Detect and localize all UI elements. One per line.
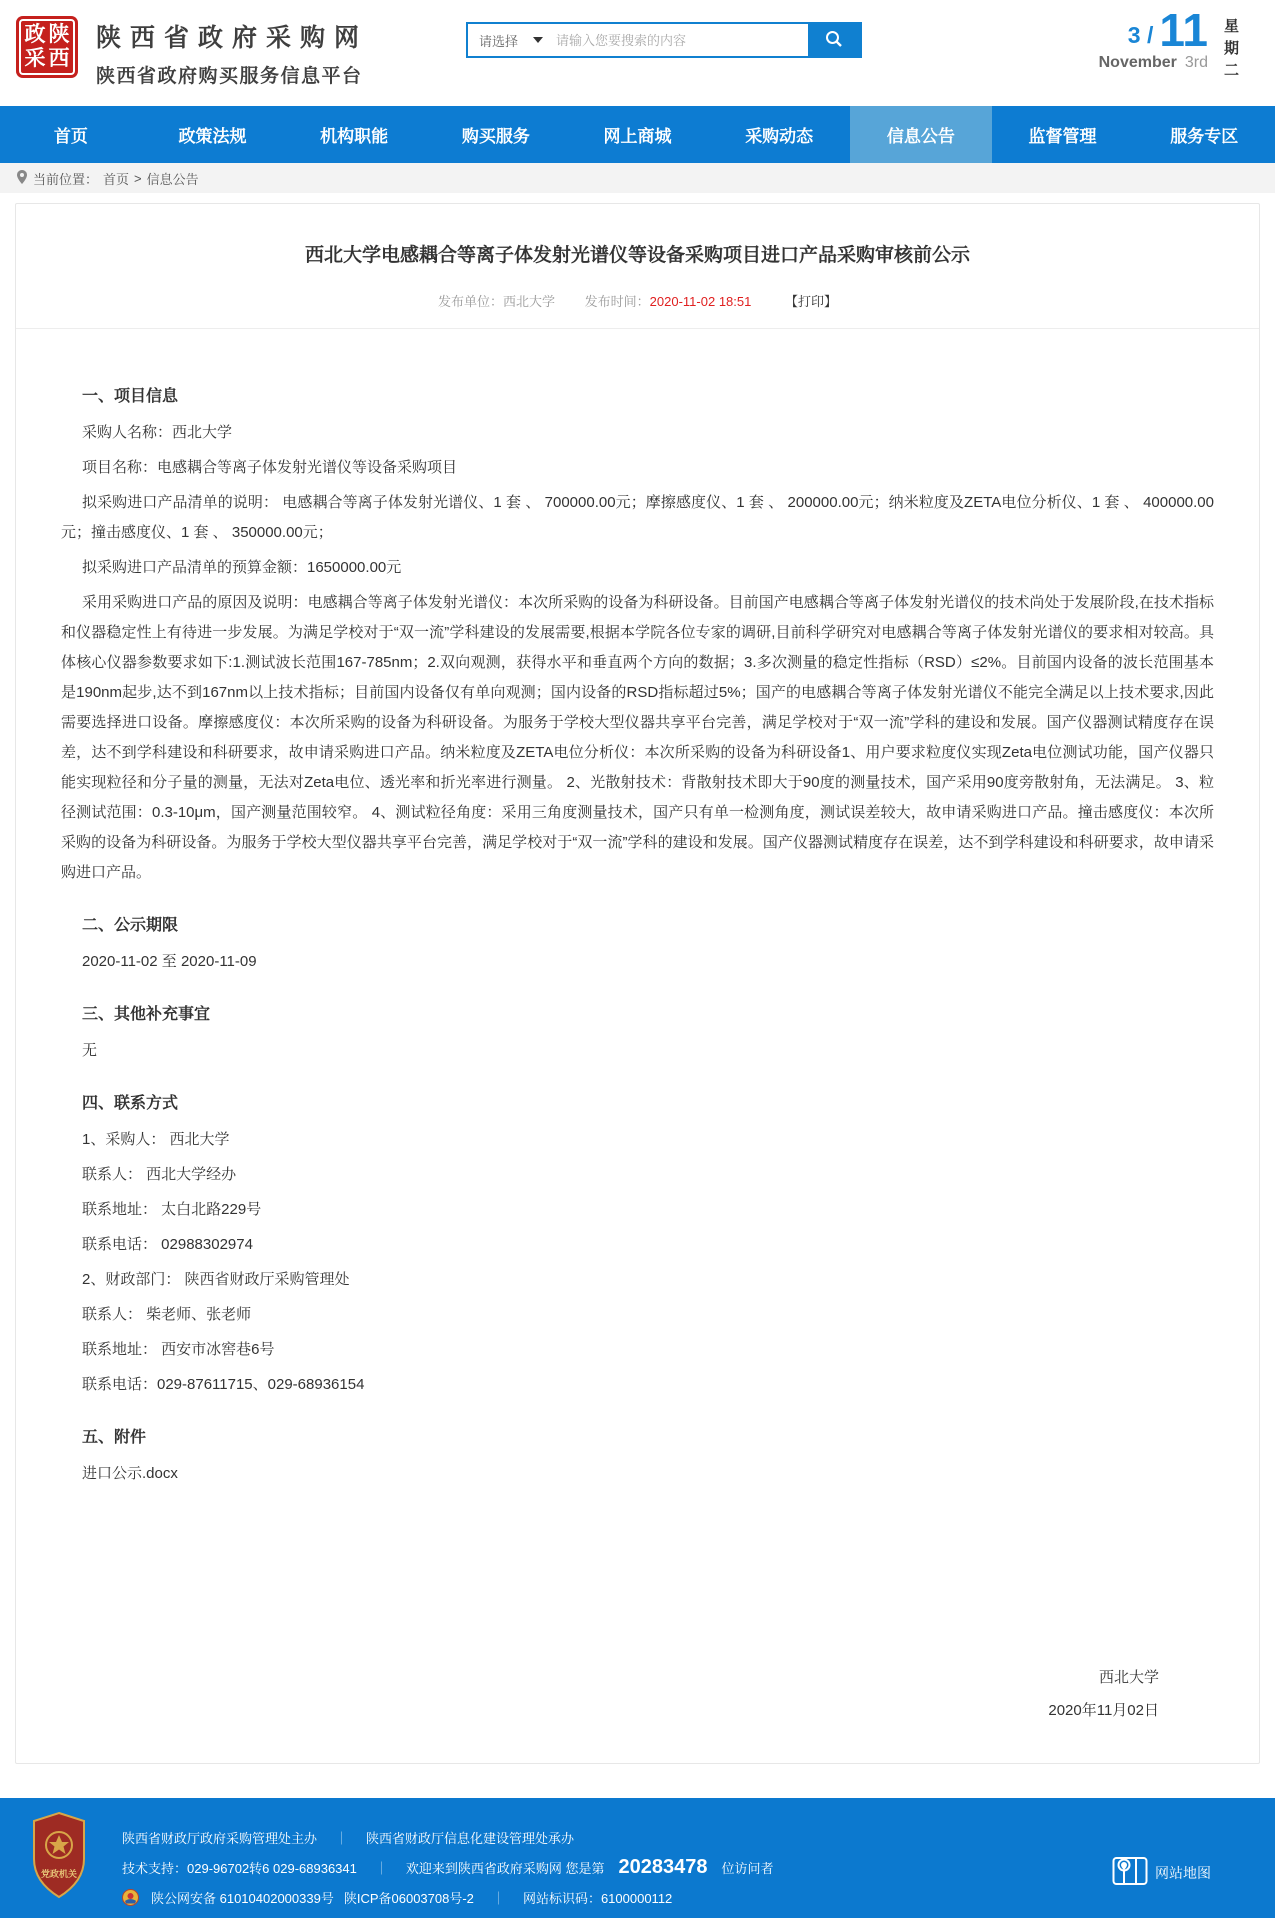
section-heading-project-info: 一、项目信息 — [82, 388, 179, 405]
logo-char: 陕 — [48, 23, 70, 46]
date-day-num: 11 — [1159, 4, 1208, 56]
date-weekday: 星期二 — [1224, 18, 1240, 79]
article-body — [16, 329, 1259, 1763]
paragraph-project-name: 项目名称：电感耦合等离子体发射光谱仪等设备采购项目 — [82, 459, 458, 476]
contact-address-1: 联系地址： 太白北路229号 — [82, 1201, 262, 1218]
sitemap-label: 网站地图 — [1155, 1864, 1211, 1881]
breadcrumb-label: 当前位置： — [33, 171, 99, 187]
search-select-label: 请选择 — [479, 33, 519, 49]
section-heading-attachment: 五、附件 — [82, 1429, 147, 1446]
contact-phone-1: 联系电话： 02988302974 — [82, 1236, 253, 1253]
publish-time-label: 发布时间： — [584, 294, 650, 309]
section-heading-contact: 四、联系方式 — [82, 1095, 179, 1112]
paragraph-publicity-period: 2020-11-02 至 2020-11-09 — [82, 953, 257, 970]
date-main — [1098, 4, 1208, 82]
footer-line-organizers — [122, 1822, 774, 1852]
footer-host: 陕西省财政厅政府采购管理处主办 — [122, 1830, 318, 1846]
footer-separator: ｜ — [374, 1860, 388, 1876]
contact-phone-2: 联系电话：029-87611715、029-68936154 — [82, 1376, 365, 1393]
signature-date: 2020年11月02日 — [1048, 1702, 1159, 1719]
contact-finance-dept: 2、财政部门： 陕西省财政厅采购管理处 — [82, 1271, 350, 1288]
publish-time: 2020-11-02 18:51 — [649, 294, 752, 309]
logo-char: 采 — [24, 47, 46, 70]
attachment-link[interactable]: 进口公示.docx — [82, 1465, 178, 1482]
date-month-name: November — [1098, 54, 1177, 71]
page-title: 西北大学电感耦合等离子体发射光谱仪等设备采购项目进口产品采购审核前公示 — [304, 245, 970, 266]
print-button[interactable]: 【打印】 — [784, 294, 837, 309]
article-meta — [56, 291, 1219, 310]
footer-icp-record[interactable]: 陕ICP备06003708号-2 — [343, 1890, 474, 1906]
breadcrumb-current[interactable]: 信息公告 — [146, 171, 199, 187]
contact-address-2: 联系地址： 西安市冰窖巷6号 — [82, 1341, 275, 1358]
nav-item-purchase-services[interactable]: 购买服务 — [461, 127, 530, 146]
sitemap-icon — [1112, 1854, 1148, 1891]
search-input[interactable] — [556, 24, 808, 56]
visitor-suffix: 位访问者 — [721, 1860, 774, 1876]
paragraph-budget: 拟采购进口产品清单的预算金额：1650000.00元 — [82, 559, 402, 576]
breadcrumb-home[interactable]: 首页 — [103, 171, 130, 187]
article-card — [15, 203, 1260, 1764]
svg-text:党政机关: 党政机关 — [40, 1869, 78, 1879]
nav-item-procurement-news[interactable]: 采购动态 — [745, 127, 814, 146]
site-subtitle: 陕西省政府购买服务信息平台 — [96, 66, 363, 87]
signature-org: 西北大学 — [1098, 1669, 1159, 1686]
search-icon — [824, 29, 844, 52]
footer-text — [122, 1822, 774, 1912]
chevron-down-icon — [533, 37, 543, 43]
breadcrumb-separator: > — [134, 170, 142, 186]
nav-item-announcements[interactable]: 信息公告 — [850, 96, 992, 163]
date-ordinal: 3rd — [1184, 54, 1208, 71]
visitor-count: 20283478 — [618, 1855, 708, 1878]
footer-separator: ｜ — [335, 1830, 349, 1846]
nav-item-online-mall[interactable]: 网上商城 — [603, 127, 672, 146]
location-pin-icon — [16, 170, 28, 187]
paragraph-other-matters: 无 — [82, 1042, 98, 1059]
nav-item-supervision[interactable]: 监督管理 — [1028, 127, 1097, 146]
section-heading-other-matters: 三、其他补充事宜 — [82, 1006, 211, 1023]
main-nav — [0, 106, 1275, 163]
footer-site-code: 网站标识码：6100000112 — [522, 1890, 673, 1906]
footer-tech-support: 技术支持：029-96702转6 029-68936341 — [122, 1860, 357, 1876]
logo-char: 西 — [48, 47, 70, 70]
search-button[interactable] — [808, 24, 860, 56]
nav-item-functions[interactable]: 机构职能 — [320, 127, 389, 146]
paragraph-purchaser-name: 采购人名称：西北大学 — [82, 424, 233, 441]
nav-item-service-zone[interactable]: 服务专区 — [1170, 127, 1239, 146]
nav-item-home[interactable]: 首页 — [53, 127, 88, 146]
article-header — [16, 204, 1259, 329]
search-category-select[interactable] — [468, 24, 556, 56]
footer-line-registration — [122, 1882, 774, 1912]
footer-builder: 陕西省财政厅信息化建设管理处承办 — [366, 1830, 575, 1846]
breadcrumb — [0, 163, 1275, 193]
paragraph-import-list: 拟采购进口产品清单的说明： 电感耦合等离子体发射光谱仪、1 套 、 700000.00元；摩擦感度仪、1 套 、 200000.00元；纳米粒度及ZETA电位分析仪、1 套 、 400000.00元；撞击感度仪、1 套 、 350000.00元； — [61, 494, 1214, 541]
logo-char: 政 — [24, 23, 46, 46]
signature-block — [61, 1661, 1214, 1727]
contact-person-1: 联系人： 西北大学经办 — [82, 1166, 237, 1183]
contact-person-2: 联系人： 柴老师、张老师 — [82, 1306, 252, 1323]
nav-item-policies[interactable]: 政策法规 — [178, 127, 247, 146]
footer-separator: ｜ — [491, 1890, 505, 1906]
site-title: 陕西省政府采购网 — [96, 24, 369, 52]
publish-unit-label: 发布单位： — [438, 294, 504, 309]
site-header — [0, 0, 1275, 106]
prefooter-gap — [0, 1764, 1275, 1798]
paragraph-import-reason: 采用采购进口产品的原因及说明：电感耦合等离子体发射光谱仪：本次所采购的设备为科研设备。目前国产电感耦合等离子体发射光谱仪的技术尚处于发展阶段,在技术指标和仪器稳定性上有待进一步发展。为满足学校对于“双一流”学科建设的发展需要,根据本学院各位专家的调研,目前科学研究对电感耦合等离子体发射光谱仪的要求相对较高。具体核心仪器参数要求如下:1.测试波长范围167-785nm；2.双向观测，获得水平和垂直两个方向的数据；3.多次测量的稳定性指标（RSD）≤2%。目前国内设备的波长范围基本是190nm起步,达不到167nm以上技术指标；目前国内设备仅有单向观测；国内设备的RSD指标超过5%；国产的电感耦合等离子体发射光谱仪不能完全满足以上技术要求,因此需要选择进口设备。摩擦感度仪：本次所采购的设备为科研设备。为服务于学校大型仪器共享平台完善，满足学校对于“双一流”学科的建设和发展。国产仪器测试精度存在误差，达不到学科建设和科研要求，故申请采购进口产品。纳米粒度及ZETA电位分析仪：本次所采购的设备为科研设备1、用户要求粒度仪实现Zeta电位测试功能，国产仪器只能实现粒径和分子量的测量，无法对Zeta电位、透光率和折光率进行测量。 2、光散射技术：背散射技术即大于90度的测量技术，国产采用90度旁散射角，无法满足。 3、粒径测试范围：0.3-10μm，国产测量范围较窄。 4、测试粒径角度：采用三角度测量技术，国产只有单一检测角度，测试误差较大，故申请采购进口产品。撞击感度仪：本次所采购的设备为科研设备。为服务于学校大型仪器共享平台完善，满足学校对于“双一流”学科的建设和发展。国产仪器测试精度存在误差，达不到学科建设和科研要求，故申请采购进口产品。 — [61, 594, 1214, 881]
footer-welcome: 欢迎来到陕西省政府采购网 您是第 — [405, 1860, 605, 1876]
site-logo — [16, 16, 78, 78]
police-badge-icon — [122, 1889, 139, 1906]
footer-security-record[interactable]: 陕公网安备 61010402000339号 — [151, 1890, 334, 1906]
date-widget — [1098, 4, 1241, 82]
sitemap-link[interactable] — [1112, 1854, 1211, 1891]
date-month-num: 3 / — [1127, 22, 1154, 48]
search-box — [466, 22, 862, 58]
contact-purchaser: 1、采购人： 西北大学 — [82, 1131, 230, 1148]
site-titles — [96, 18, 368, 88]
section-heading-publicity-period: 二、公示期限 — [82, 917, 179, 934]
government-emblem-icon — [30, 1811, 88, 1906]
site-footer — [0, 1798, 1275, 1918]
publish-unit: 西北大学 — [503, 294, 556, 309]
footer-line-support — [122, 1852, 774, 1882]
